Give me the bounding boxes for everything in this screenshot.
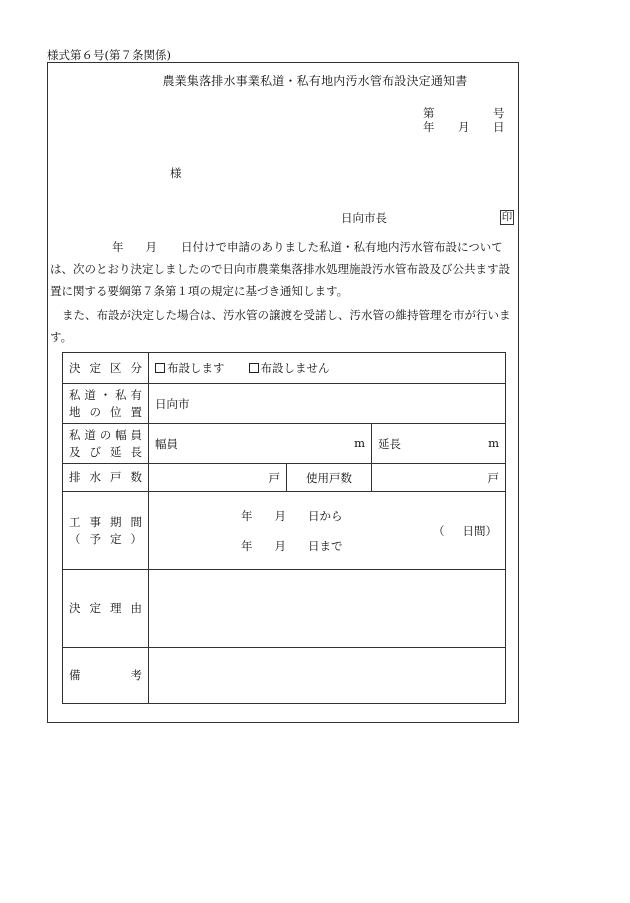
households-value[interactable]: 戸	[149, 464, 287, 492]
body-month: 月	[145, 240, 157, 254]
decision-reason-value[interactable]	[149, 570, 506, 648]
document-title: 農業集落排水事業私道・私有地内汚水管布設決定通知書	[162, 74, 468, 88]
table-row	[63, 384, 506, 424]
addressee-suffix: 様	[170, 166, 182, 180]
form-number-label: 様式第６号(第７条関係)	[47, 48, 171, 62]
decision-category-options	[149, 353, 506, 384]
width-unit: m	[354, 435, 365, 450]
remarks-label: 備考	[63, 648, 149, 704]
households-label: 排水戸数	[63, 464, 149, 492]
sender-name: 日向市長	[341, 211, 387, 225]
table-row	[63, 492, 506, 570]
table-row	[63, 570, 506, 648]
table-row	[63, 353, 506, 384]
width-label: 幅員	[155, 436, 178, 451]
decision-table	[62, 352, 506, 704]
width-cell[interactable]	[149, 424, 372, 464]
checkbox-no-install[interactable]	[249, 363, 259, 373]
date-month: 月	[458, 120, 470, 134]
decision-category-label: 決定区分	[63, 353, 149, 384]
used-households-label: 使用戸数	[287, 464, 372, 492]
number-go: 号	[493, 106, 505, 120]
option-no-install-label: 布設しません	[260, 361, 330, 375]
period-days: （ 日間）	[433, 524, 497, 538]
table-row	[63, 648, 506, 704]
checkbox-install[interactable]	[155, 363, 165, 373]
used-households-value[interactable]: 戸	[372, 464, 506, 492]
body-line2: は、次のとおり決定しましたので日向市農業集落排水処理施設汚水管布設及び公共ます設	[50, 262, 510, 276]
body-para2-line1: また、布設が決定した場合は、汚水管の譲渡を受諾し、汚水管の維持管理を市が行いま	[62, 308, 511, 322]
construction-period-label: 工事期間 （予定）	[63, 492, 149, 570]
construction-period-value[interactable]	[149, 492, 506, 570]
remarks-value[interactable]	[149, 648, 506, 704]
body-year: 年	[112, 240, 124, 254]
decision-reason-label: 決定理由	[63, 570, 149, 648]
date-year: 年	[423, 120, 435, 134]
width-length-label: 私道の幅員 及び延長	[63, 424, 149, 464]
date-day: 日	[493, 120, 505, 134]
table-row	[63, 464, 506, 492]
period-to: 年 月 日まで	[241, 539, 343, 553]
location-label: 私道・私有 地の位置	[63, 384, 149, 424]
body-para2-line2: す。	[50, 330, 73, 344]
number-dai: 第	[423, 106, 435, 120]
option-install-label: 布設します	[167, 361, 225, 375]
period-from: 年 月 日から	[241, 509, 343, 523]
length-label: 延長	[378, 436, 401, 451]
body-line1: 日付けで申請のありました私道・私有地内汚水管布設について	[181, 240, 503, 254]
length-cell[interactable]	[372, 424, 506, 464]
location-value[interactable]: 日向市	[149, 384, 506, 424]
length-unit: m	[488, 435, 499, 450]
body-line3: 置に関する要綱第７条第１項の規定に基づき通知します。	[50, 284, 349, 298]
seal-mark: 印	[501, 211, 513, 223]
table-row	[63, 424, 506, 464]
body-paragraph-1	[56, 236, 516, 258]
